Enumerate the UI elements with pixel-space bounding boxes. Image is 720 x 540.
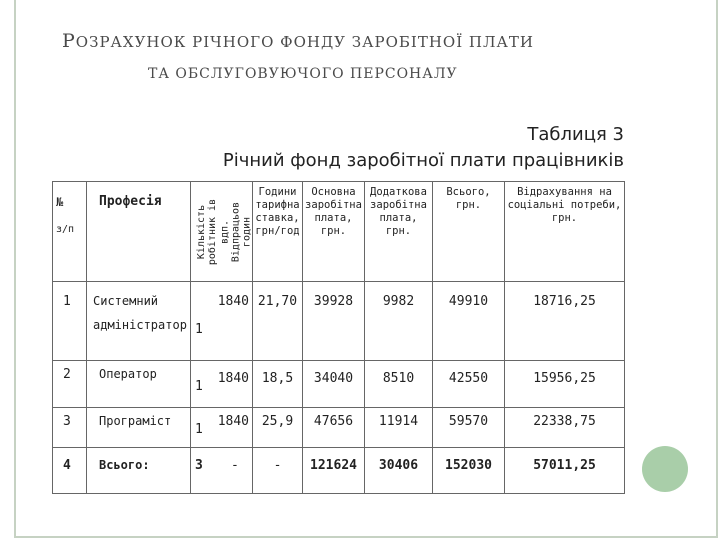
cell-social: 22338,75 <box>505 408 625 448</box>
cell-profession: Програміст <box>87 408 191 448</box>
table-row <box>53 361 625 408</box>
table-row <box>53 282 625 361</box>
table-label: Таблиця 3 <box>527 124 624 145</box>
cell-count: 1 <box>195 322 203 337</box>
cell-base: 34040 <box>303 361 365 408</box>
cell-num: 2 <box>53 361 87 408</box>
cell-extra: 8510 <box>365 361 433 408</box>
slide-title-line1: РОЗРАХУНОК РІЧНОГО ФОНДУ ЗАРОБІТНОЇ ПЛАТИ <box>62 30 534 52</box>
header-social: Відрахування на соціальні потреби, грн. <box>505 182 625 282</box>
cell-extra: 30406 <box>365 448 433 494</box>
table-row <box>53 408 625 448</box>
header-total: Всього, грн. <box>433 182 505 282</box>
header-profession: Професія <box>87 182 191 282</box>
cell-count-hours <box>191 282 253 361</box>
cell-count-hours <box>191 361 253 408</box>
header-hourly-rate: Години тарифна ставка, грн/год <box>253 182 303 282</box>
cell-num: 3 <box>53 408 87 448</box>
header-extra-pay: Додаткова заробітна плата, грн. <box>365 182 433 282</box>
cell-total: 42550 <box>433 361 505 408</box>
cell-total-label: Всього: <box>87 448 191 494</box>
cell-rate: 21,70 <box>253 282 303 361</box>
cell-base: 47656 <box>303 408 365 448</box>
cell-num: 4 <box>53 448 87 494</box>
cell-count: 3 <box>195 458 203 473</box>
cell-total: 59570 <box>433 408 505 448</box>
header-hours-worked: вдп. Відпрацьов годин <box>219 201 253 263</box>
table-header-row <box>53 182 625 282</box>
cell-extra: 9982 <box>365 282 433 361</box>
decorative-circle <box>642 446 688 492</box>
cell-hours: 1840 <box>217 294 249 309</box>
table-totals-row <box>53 448 625 494</box>
cell-social: 18716,25 <box>505 282 625 361</box>
cell-rate: 25,9 <box>253 408 303 448</box>
cell-count-hours <box>191 408 253 448</box>
cell-profession: Оператор <box>87 361 191 408</box>
cell-count: 1 <box>195 379 203 394</box>
header-workers-count: Кількість робітник ів <box>196 198 218 266</box>
cell-rate: 18,5 <box>253 361 303 408</box>
cell-extra: 11914 <box>365 408 433 448</box>
cell-count-hours <box>191 448 253 494</box>
table-caption: Річний фонд заробітної плати працівників <box>222 150 624 171</box>
cell-total: 152030 <box>433 448 505 494</box>
cell-count: 1 <box>195 422 203 437</box>
header-num: № з/п <box>53 182 87 282</box>
header-base-pay: Основна заробітна плата, грн. <box>303 182 365 282</box>
header-count-hours <box>191 182 253 282</box>
cell-social: 15956,25 <box>505 361 625 408</box>
cell-social: 57011,25 <box>505 448 625 494</box>
cell-base: 39928 <box>303 282 365 361</box>
cell-hours: 1840 <box>217 371 249 386</box>
cell-num: 1 <box>53 282 87 361</box>
salary-fund-table <box>52 181 625 494</box>
slide-title-line2: ТА ОБСЛУГОВУЮЧОГО ПЕРСОНАЛУ <box>148 66 458 82</box>
cell-rate: - <box>253 448 303 494</box>
cell-total: 49910 <box>433 282 505 361</box>
cell-profession: Системний адміністратор <box>87 282 191 361</box>
cell-hours: - <box>231 458 239 473</box>
cell-hours: 1840 <box>217 414 249 429</box>
cell-base: 121624 <box>303 448 365 494</box>
